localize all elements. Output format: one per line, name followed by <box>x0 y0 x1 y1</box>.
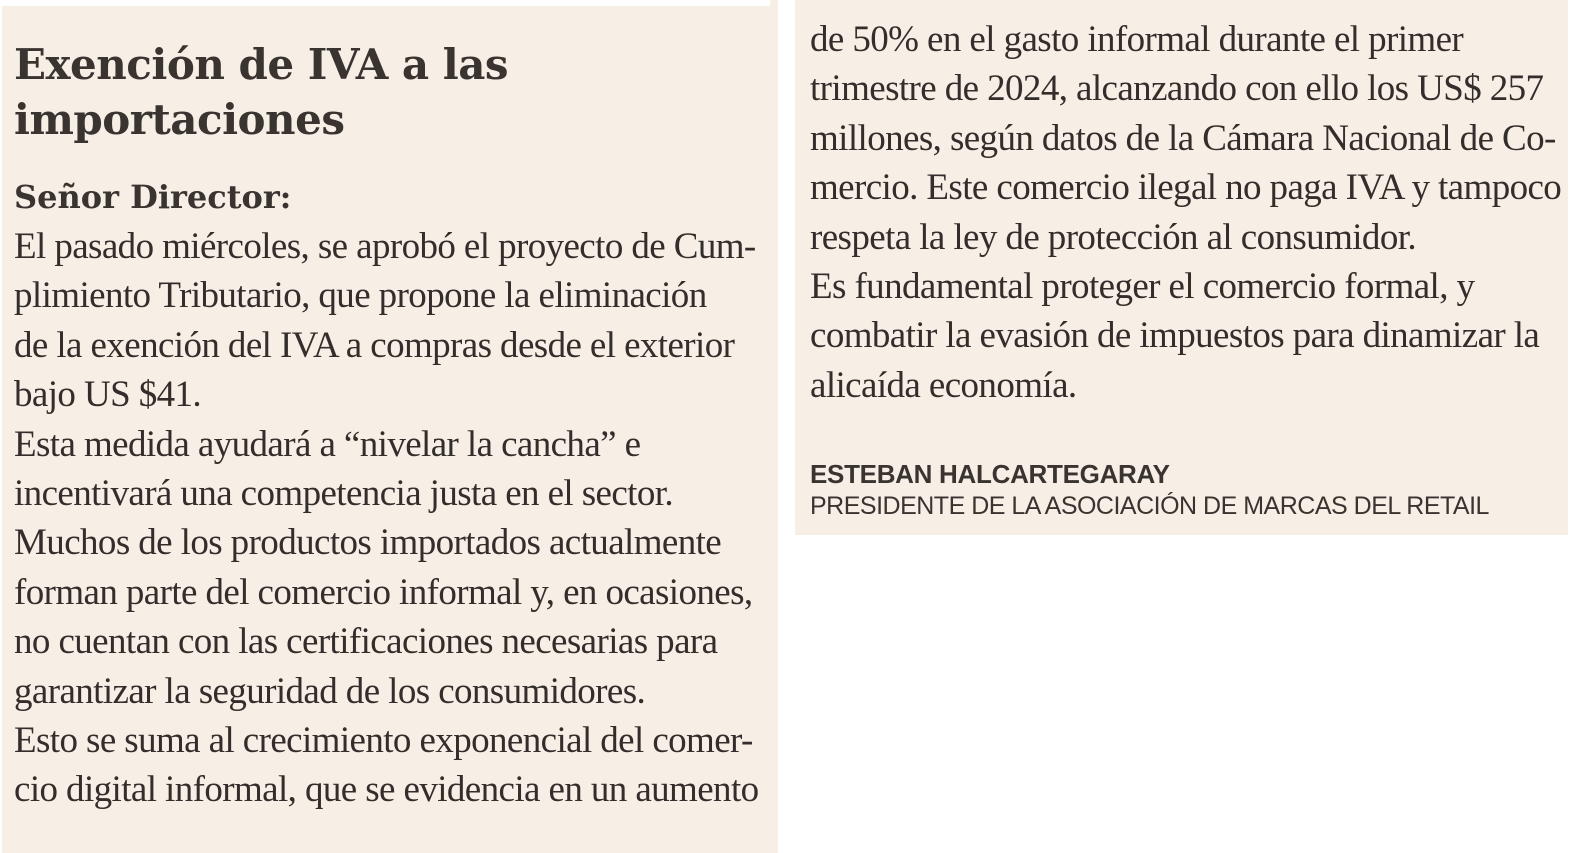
text-line: El pasado miércoles, se aprobó el proyecto de Cum- <box>14 226 756 267</box>
right-column-text <box>810 15 1560 410</box>
text-line: Muchos de los productos importados actualmente <box>14 522 722 564</box>
text-line: respeta la ley de protección al consumidor. <box>810 216 1417 258</box>
text-line: Esto se suma al crecimiento exponencial del comer- <box>14 719 753 761</box>
text-line: bajo US $41. <box>14 374 202 416</box>
signature-name: ESTEBAN HALCARTEGARAY <box>810 459 1170 489</box>
text-line: incentivará una competencia justa en el sector. <box>14 472 674 514</box>
signature-title: PRESIDENTE DE LA ASOCIACIÓN DE MARCAS DEL RETAIL <box>810 492 1489 520</box>
salutation: Señor Director: <box>14 178 292 216</box>
text-line: combatir la evasión de impuestos para dinamizar la <box>810 315 1540 357</box>
text-line: millones, según datos de la Cámara Nacional de Co- <box>810 117 1556 159</box>
top-margin-strip <box>0 0 770 6</box>
text-line: cio digital informal, que se evidencia en un aumento <box>14 769 759 811</box>
text-line: trimestre de 2024, alcanzando con ello los US$ 257 <box>810 68 1544 110</box>
text-line: forman parte del comercio informal y, en ocasiones, <box>14 571 753 613</box>
text-line: alicaída economía. <box>810 364 1077 406</box>
left-column-text <box>14 222 774 815</box>
text-line: Esta medida ayudará a “nivelar la cancha” e <box>14 423 641 465</box>
text-line: mercio. Este comercio ilegal no paga IVA y tampoco <box>810 167 1562 209</box>
article-headline: Exención de IVA a las importaciones <box>14 40 509 144</box>
text-line: plimiento Tributario, que propone la eliminación <box>14 275 707 317</box>
text-line: Es fundamental proteger el comercio formal, y <box>810 265 1475 307</box>
text-line: de la exención del IVA a compras desde el exterior <box>14 324 735 366</box>
text-line: de 50% en el gasto informal durante el primer <box>810 19 1464 60</box>
text-line: no cuentan con las certificaciones necesarias para <box>14 621 718 663</box>
text-line: garantizar la seguridad de los consumidores. <box>14 670 646 712</box>
